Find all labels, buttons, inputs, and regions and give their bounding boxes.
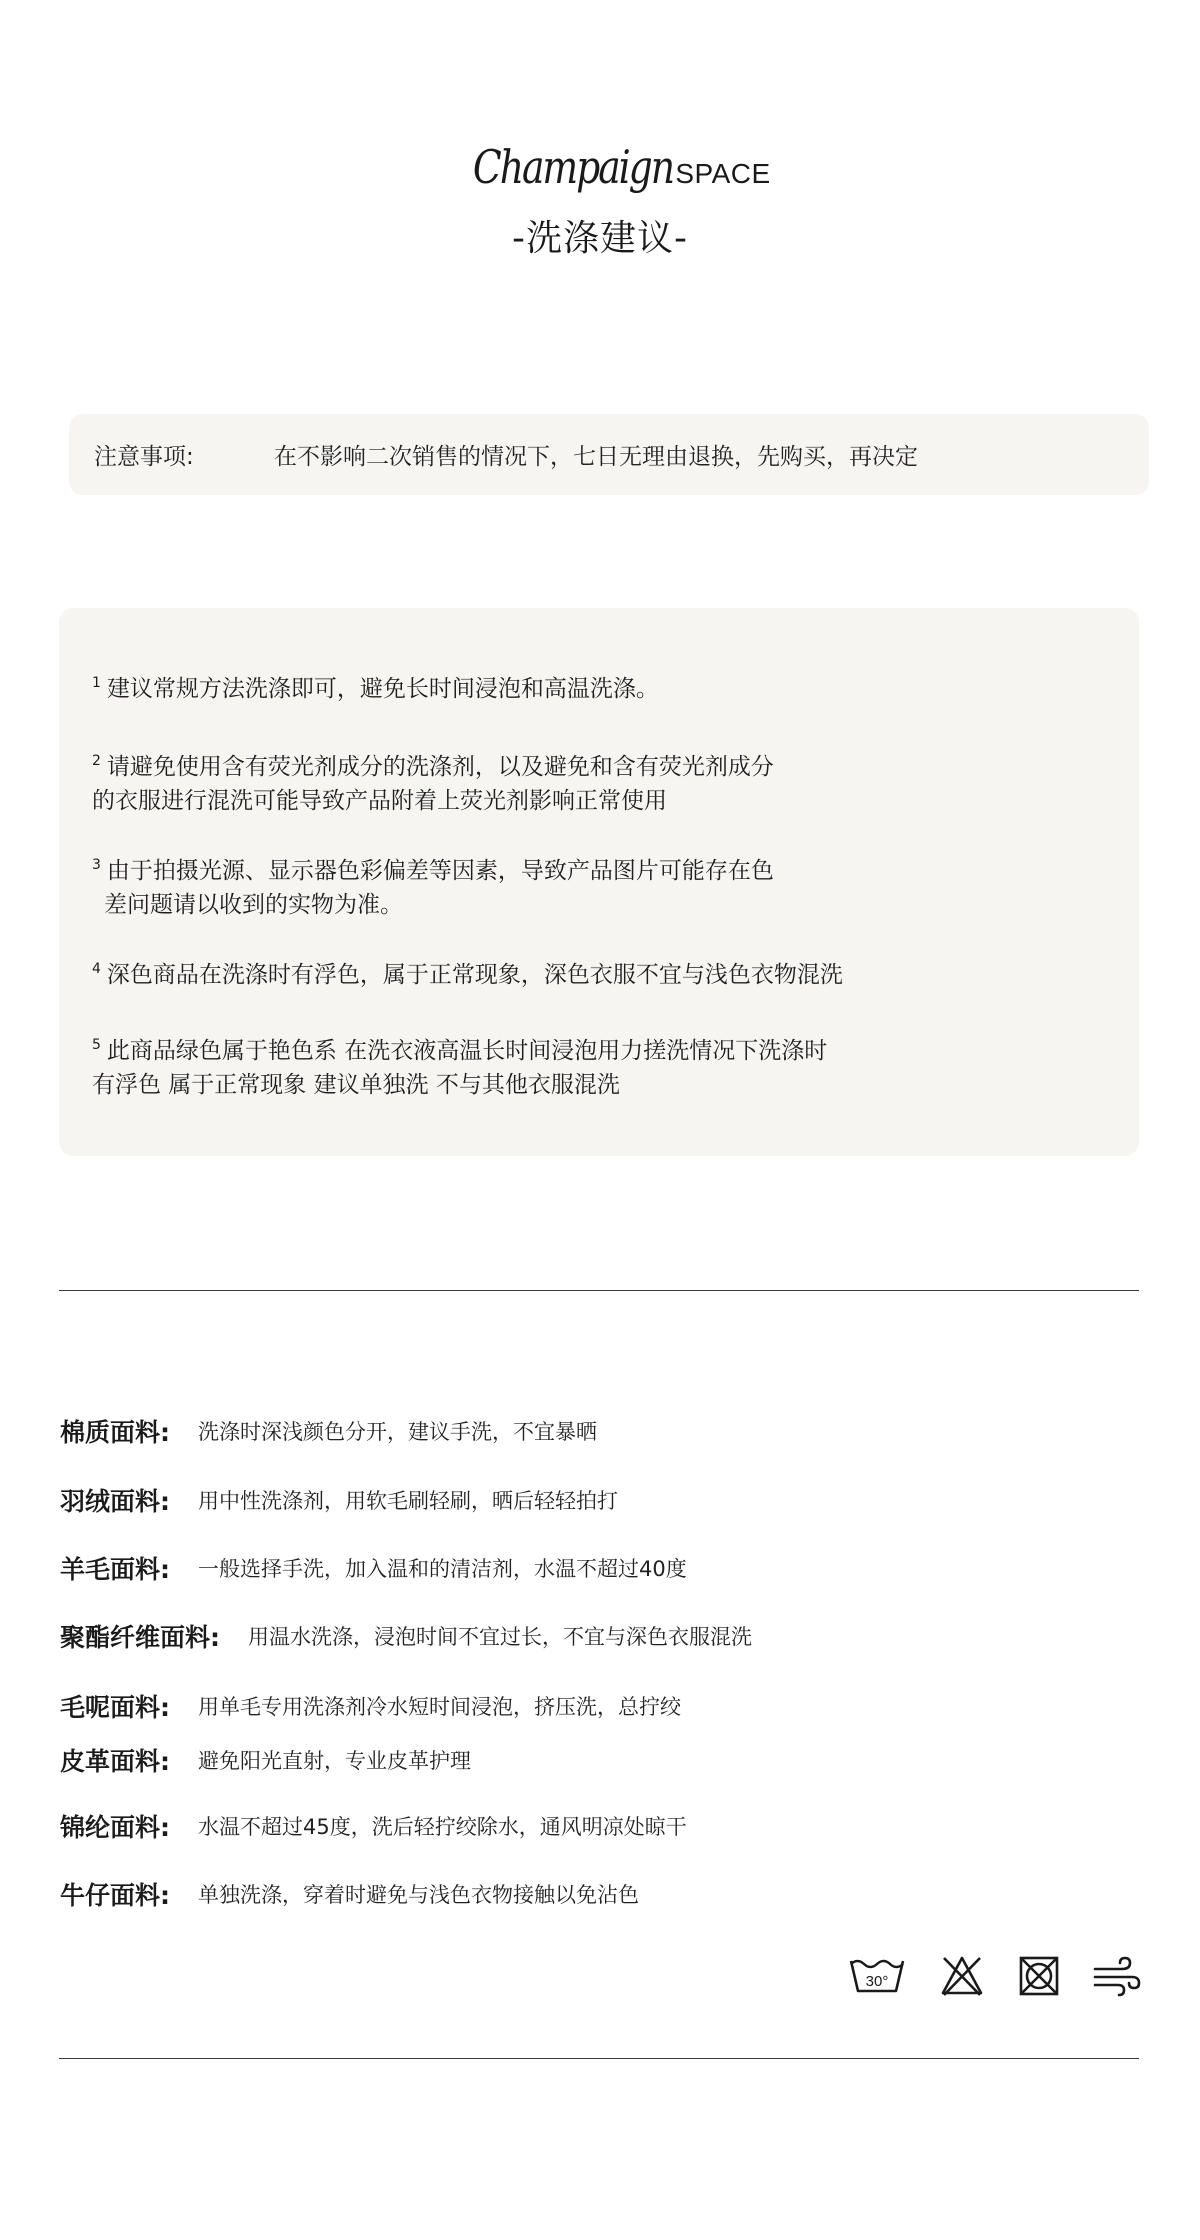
section-divider (59, 2058, 1139, 2059)
brand-caps-text: SPACE (675, 158, 771, 189)
wash-30-icon (848, 1955, 906, 1995)
tip-text: 此商品绿色属于艳色系 在洗衣液高温长时间浸泡用力搓洗情况下洗涤时 (106, 1038, 828, 1064)
notice-text: 在不影响二次销售的情况下，七日无理由退换，先购买，再决定 (274, 444, 918, 470)
fabric-name: 牛仔面料: (60, 1881, 170, 1910)
tip-item (92, 744, 774, 818)
tip-text: 深色商品在洗涤时有浮色，属于正常现象，深色衣服不宜与浅色衣物混洗 (106, 962, 843, 988)
tip-number: 1 (92, 675, 101, 691)
fabric-row-wool (60, 1550, 687, 1586)
brand-script-text: Champaign (473, 140, 674, 194)
fabric-row-denim (60, 1876, 639, 1912)
fabric-row-cotton (60, 1413, 597, 1449)
fabric-row-woolen-cloth (60, 1688, 681, 1724)
tip-item (92, 1028, 827, 1102)
wash-temperature-label: 30° (865, 1973, 889, 1990)
fabric-description: 避免阳光直射，专业皮革护理 (198, 1749, 471, 1773)
fabric-name: 棉质面料: (60, 1418, 170, 1447)
fabric-row-down (60, 1482, 618, 1518)
tip-number: 4 (92, 961, 101, 977)
fabric-name: 羽绒面料: (60, 1487, 170, 1516)
section-divider (59, 1290, 1139, 1291)
fabric-name: 毛呢面料: (60, 1693, 170, 1722)
tip-text-continued: 差问题请以收到的实物为准。 (104, 892, 403, 918)
brand-logo (429, 140, 770, 204)
fabric-description: 单独洗涤，穿着时避免与浅色衣物接触以免沾色 (198, 1883, 639, 1907)
tip-item (92, 666, 659, 706)
fabric-name: 锦纶面料: (60, 1813, 170, 1842)
tip-text: 建议常规方法洗涤即可，避免长时间浸泡和高温洗涤。 (106, 676, 659, 702)
fabric-name: 聚酯纤维面料: (60, 1623, 220, 1652)
air-dry-icon (1092, 1955, 1142, 1997)
page-title: -洗涤建议- (512, 218, 688, 259)
tip-number: 2 (92, 753, 101, 769)
fabric-row-nylon (60, 1808, 687, 1844)
fabric-description: 用单毛专用洗涤剂冷水短时间浸泡，挤压洗，总拧绞 (198, 1695, 681, 1719)
fabric-description: 用温水洗涤，浸泡时间不宜过长，不宜与深色衣服混洗 (248, 1625, 752, 1649)
page-header (0, 140, 1200, 261)
fabric-name: 羊毛面料: (60, 1555, 170, 1584)
fabric-description: 一般选择手洗，加入温和的清洁剂，水温不超过40度 (198, 1557, 687, 1581)
fabric-description: 水温不超过45度，洗后轻拧绞除水，通风明凉处晾干 (198, 1815, 687, 1839)
tip-item (92, 952, 843, 992)
fabric-description: 用中性洗涤剂，用软毛刷轻刷，晒后轻轻拍打 (198, 1489, 618, 1513)
fabric-row-leather (60, 1742, 471, 1778)
no-bleach-icon (940, 1955, 984, 1997)
fabric-name: 皮革面料: (60, 1747, 170, 1776)
tip-item (92, 848, 774, 922)
tip-number: 5 (92, 1037, 101, 1053)
care-icons (848, 1955, 1142, 2011)
notice-label: 注意事项: (94, 444, 194, 470)
notice-bar (69, 414, 1149, 495)
tip-text-continued: 有浮色 属于正常现象 建议单独洗 不与其他衣服混洗 (92, 1072, 620, 1098)
fabric-description: 洗涤时深浅颜色分开，建议手洗，不宜暴晒 (198, 1420, 597, 1444)
tip-text: 请避免使用含有荧光剂成分的洗涤剂，以及避免和含有荧光剂成分 (106, 754, 774, 780)
tip-text: 由于拍摄光源、显示器色彩偏差等因素，导致产品图片可能存在色 (106, 858, 774, 884)
washing-tips-card (59, 608, 1139, 1156)
no-tumble-dry-icon (1018, 1955, 1060, 1997)
fabric-row-polyester (60, 1618, 752, 1654)
tip-number: 3 (92, 857, 101, 873)
tip-text-continued: 的衣服进行混洗可能导致产品附着上荧光剂影响正常使用 (92, 788, 667, 814)
